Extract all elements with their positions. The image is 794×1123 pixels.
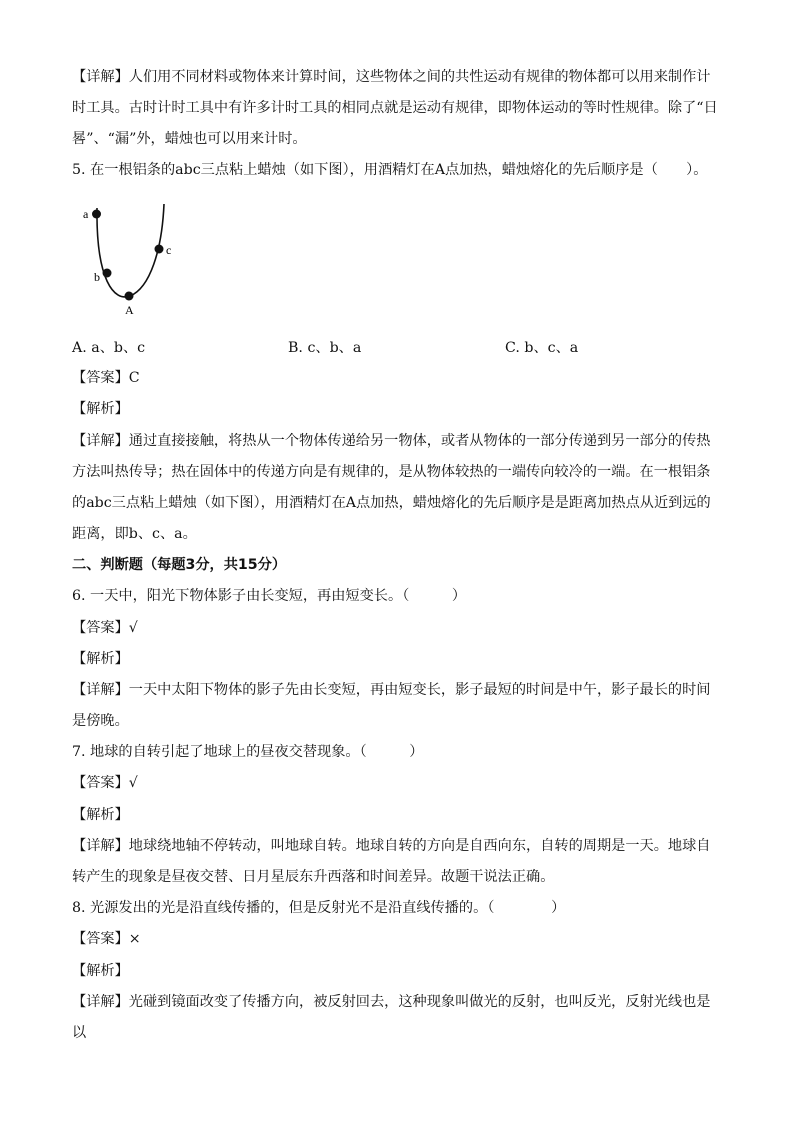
- detail-text: 光碰到镜面改变了传播方向，被反射回去，这种现象叫做光的反射，也叫反光，反射光线也是以: [72, 994, 711, 1041]
- detail-text: 地球绕地轴不停转动，叫地球自转。地球自转的方向是自西向东，自转的周期是一天。地球自转产生的现象是昼夜交替、日月星辰东升西落和时间差异。故题干说法正确。: [72, 838, 711, 885]
- candle-point-b: [103, 269, 112, 278]
- u-shape-diagram: [78, 200, 188, 320]
- option-c: C. b、c、a: [505, 340, 579, 356]
- detail-tag: 【详解】: [72, 994, 129, 1010]
- q5-answer: [72, 363, 724, 394]
- candle-point-c: [155, 245, 164, 254]
- answer-tag: 【答案】: [72, 931, 129, 947]
- option-b: B. c、b、a: [288, 340, 362, 356]
- q7-detail: [72, 831, 724, 893]
- label-A: A: [125, 303, 134, 317]
- answer-value: C: [128, 370, 140, 386]
- detail-tag: 【详解】: [72, 69, 129, 85]
- detail-tag: 【详解】: [72, 838, 129, 854]
- q8-question: 8. 光源发出的光是沿直线传播的，但是反射光不是沿直线传播的。（ ）: [72, 900, 566, 916]
- q8-analysis: 【解析】: [72, 963, 129, 979]
- detail-tag: 【详解】: [72, 433, 129, 449]
- q4-detail: [72, 62, 724, 155]
- answer-value: √: [128, 620, 138, 636]
- option-a: A. a、b、c: [72, 340, 146, 356]
- q6-detail: [72, 675, 724, 737]
- q7-analysis: 【解析】: [72, 807, 129, 823]
- q6-question: 6. 一天中，阳光下物体影子由长变短，再由短变长。（ ）: [72, 588, 467, 604]
- q8-answer: [72, 924, 724, 955]
- detail-text: 通过直接接触，将热从一个物体传递给另一物体，或者从物体的一部分传递到另一部分的传热方法叫热传导；热在固体中的传递方向是有规律的，是从物体较热的一端传向较冷的一端。在一根铝条的abc三点粘上蜡烛（如下图），用酒精灯在A点加热，蜡烛熔化的先后顺序是是距离加热点从近到远的距离，即b、c、a。: [72, 433, 711, 542]
- q6-answer: [72, 613, 724, 644]
- detail-tag: 【详解】: [72, 682, 129, 698]
- q6-analysis: 【解析】: [72, 651, 129, 667]
- detail-text: 人们用不同材料或物体来计算时间，这些物体之间的共性运动有规律的物体都可以用来制作计时工具。古时计时工具中有许多计时工具的相同点就是运动有规律，即物体运动的等时性规律。除了“日晷”、“漏”外，蜡烛也可以用来计时。: [72, 69, 718, 147]
- answer-tag: 【答案】: [72, 370, 129, 386]
- q7-question: 7. 地球的自转引起了地球上的昼夜交替现象。（ ）: [72, 744, 424, 760]
- section-heading: 二、判断题（每题3分，共15分）: [72, 557, 287, 573]
- candle-point-a: [92, 210, 101, 219]
- q5-question: 5. 在一根铝条的abc三点粘上蜡烛（如下图），用酒精灯在A点加热，蜡烛熔化的先后顺序是（ ）。: [72, 162, 708, 178]
- aluminum-strip: [97, 204, 164, 297]
- q8-detail: [72, 987, 724, 1049]
- q5-options: [72, 333, 724, 364]
- q7-answer: [72, 768, 724, 799]
- aluminum-strip-figure: [78, 200, 188, 320]
- answer-tag: 【答案】: [72, 775, 129, 791]
- heat-point-A: [125, 292, 134, 301]
- label-c: c: [166, 243, 172, 257]
- answer-tag: 【答案】: [72, 620, 129, 636]
- q5-analysis: 【解析】: [72, 401, 129, 417]
- detail-text: 一天中太阳下物体的影子先由长变短，再由短变长，影子最短的时间是中午，影子最长的时间是傍晚。: [72, 682, 711, 729]
- answer-value: ×: [128, 931, 141, 947]
- label-b: b: [94, 270, 100, 284]
- answer-value: √: [128, 775, 138, 791]
- q5-detail: [72, 426, 724, 550]
- label-a: a: [83, 207, 89, 221]
